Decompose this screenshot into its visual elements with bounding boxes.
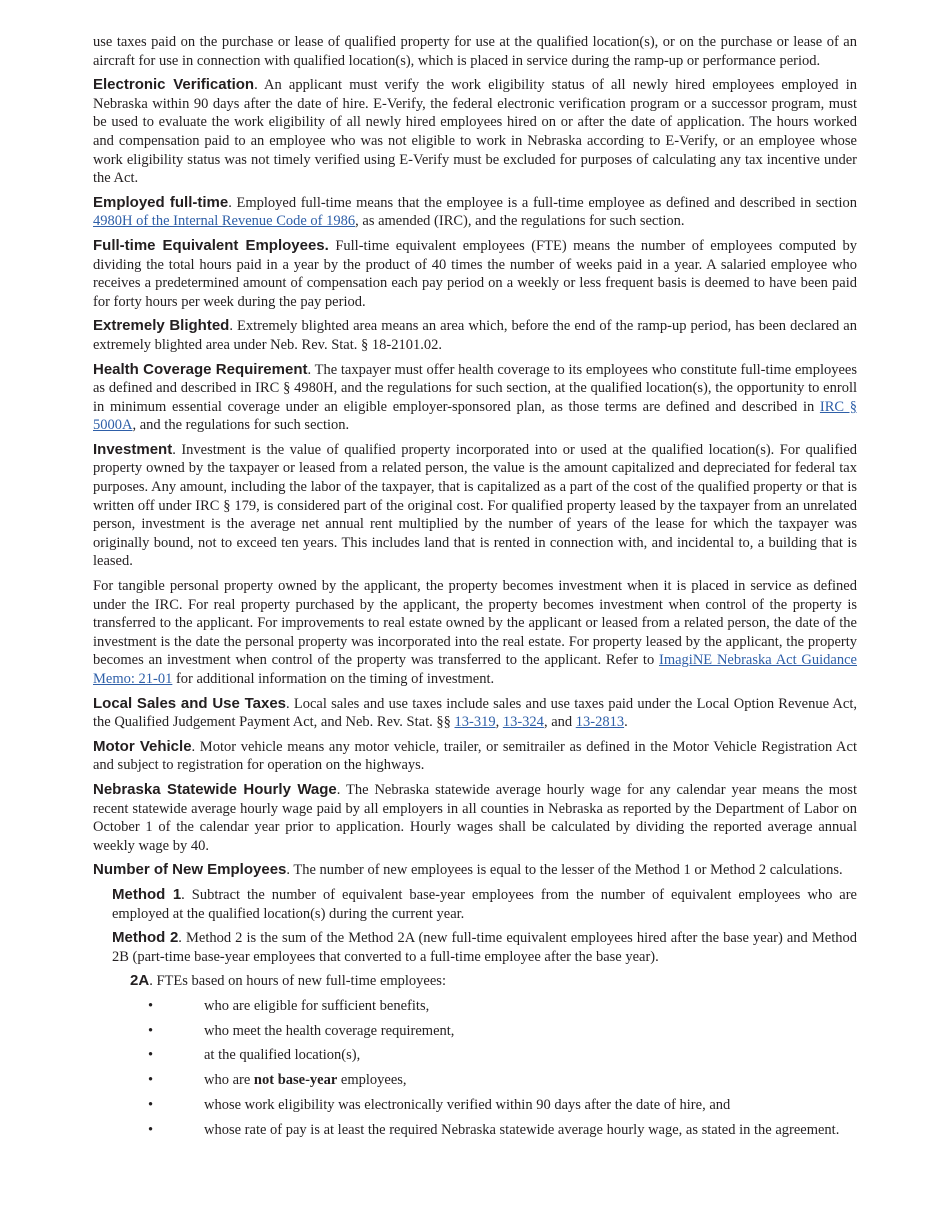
bullet-bold-text: not base-year bbox=[253, 1072, 338, 1089]
electronic-verification-term: Electronic Verification bbox=[93, 76, 255, 94]
list-item bbox=[93, 1096, 857, 1115]
motor-vehicle-term: Motor Vehicle bbox=[93, 737, 192, 755]
investment-text: . Investment is the value of qualified property incorporated into or used at the qualified location(s). For qualified property owned by the taxpayer or leased from a related person, the value is the amount capitalized and depreciated for federal tax purposes. Any amount, including the labor of the taxpayer, that is capitalized as a part of the cost of the qualified property or that is written off under IRC § 179, is considered part of the original cost. For qualified property leased by the taxpayer from an unrelated person, investment is the average net annual rent multiplied by the number of years of the lease for which the taxpayer was originally bound, not to exceed ten years. This includes land that is rented in connection with, and incidental to, a building that is leased. bbox=[93, 441, 857, 570]
employed-full-time-paragraph bbox=[93, 194, 857, 231]
motor-vehicle-paragraph bbox=[93, 738, 857, 775]
bullet-marker: • bbox=[148, 1022, 154, 1039]
bullet-marker: • bbox=[148, 997, 154, 1014]
health-coverage-term: Health Coverage Requirement bbox=[93, 360, 308, 378]
list-item bbox=[93, 1046, 857, 1065]
intro-text: use taxes paid on the purchase or lease of qualified property for use at the qualified location(s), or on the purchase or lease of an aircraft for use in connection with qualified location(s), which is placed in service during the ramp-up or performance period. bbox=[93, 34, 857, 69]
statute-13-319-link[interactable]: 13-319 bbox=[454, 714, 496, 731]
local-sales-text-before: . Local sales and use taxes include sales and use taxes paid under the Local Option Revenue Act, the Qualified Judgement Payment Act, and Neb. Rev. Stat. §§ bbox=[93, 695, 857, 731]
method1-paragraph bbox=[112, 886, 857, 923]
electronic-verification-text: . An applicant must verify the work eligibility status of all newly hired employees employed in Nebraska within 90 days after the date of hire. E-Verify, the federal electronic verification program or a successor program, must be used to evaluate the work eligibility of all newly hired employees hired on or after the date of application. The hours worked and compensation paid to an employee who was not eligible to work in Nebraska according to E-Verify, or an employee whose work eligibility status was not timely verified using E-Verify must be excluded for purposes of calculating any tax incentive under the Act. bbox=[93, 77, 857, 187]
list-item bbox=[93, 997, 857, 1016]
list-item bbox=[93, 1121, 857, 1140]
statute-13-2813-link[interactable]: 13-2813 bbox=[575, 714, 625, 731]
bullet-marker: • bbox=[148, 1121, 154, 1138]
fte-paragraph bbox=[93, 237, 857, 311]
new-employees-term: Number of New Employees bbox=[93, 861, 287, 879]
extremely-blighted-term: Extremely Blighted bbox=[93, 317, 230, 335]
bullet-text: whose work eligibility was electronically verified within 90 days after the date of hire, and bbox=[204, 1097, 731, 1114]
bullet-text: who meet the health coverage requirement, bbox=[204, 1022, 455, 1039]
investment-timing-text-after: for additional information on the timing of investment. bbox=[172, 671, 495, 687]
statewide-wage-text: . The Nebraska statewide average hourly wage for any calendar year means the most recent statewide average hourly wage paid by all employers in all counties in Nebraska as reported by the Department of Labor on October 1 of the calendar year prior to application. Hourly wages shall be calculated by dividing the reported average annual weekly wage by 40. bbox=[93, 781, 857, 854]
bullet-marker: • bbox=[148, 1047, 154, 1064]
fte-text: Full-time equivalent employees (FTE) means the number of employees computed by dividing the total hours paid in a year by the product of 40 times the number of weeks paid in a year. A salaried employee who receives a predetermined amount of compensation each pay period on a weekly or less frequent basis is deemed to have been paid for forty hours per week during the pay period. bbox=[93, 237, 858, 310]
bullet-text: who are eligible for sufficient benefits, bbox=[204, 997, 430, 1014]
local-sales-end: . bbox=[624, 714, 628, 731]
method2-paragraph bbox=[112, 929, 857, 966]
method2a-text: . FTEs based on hours of new full-time employees: bbox=[149, 973, 446, 990]
bullet-marker: • bbox=[148, 1072, 154, 1089]
statewide-wage-term: Nebraska Statewide Hourly Wage bbox=[93, 780, 337, 798]
fte-term: Full-time Equivalent Employees. bbox=[93, 236, 329, 254]
method2-text: . Method 2 is the sum of the Method 2A (new full-time equivalent employees hired after the base year) and Method 2B (part-time base-year employees that converted to a full-time employee after the base year). bbox=[112, 930, 857, 965]
bullet-text: whose rate of pay is at least the required Nebraska statewide average hourly wage, as stated in the agreement. bbox=[204, 1121, 840, 1138]
method2-term: Method 2 bbox=[112, 929, 179, 947]
statute-13-324-link[interactable]: 13-324 bbox=[502, 714, 544, 731]
health-coverage-paragraph bbox=[93, 361, 857, 435]
investment-term: Investment bbox=[93, 440, 173, 458]
new-employees-text: . The number of new employees is equal to the lesser of the Method 1 or Method 2 calculations. bbox=[286, 862, 843, 879]
new-employees-paragraph bbox=[93, 861, 857, 880]
investment-timing-paragraph bbox=[93, 577, 857, 689]
employed-full-time-text-before: . Employed full-time means that the employee is a full-time employee as defined and described in section bbox=[228, 194, 857, 211]
method2a-term: 2A bbox=[130, 972, 150, 990]
electronic-verification-paragraph bbox=[93, 76, 857, 188]
bullet-text-after: employees, bbox=[337, 1072, 407, 1089]
motor-vehicle-text: . Motor vehicle means any motor vehicle, trailer, or semitrailer as defined in the Motor Vehicle Registration Act and subject to registration for operation on the highways. bbox=[93, 738, 857, 774]
statewide-wage-paragraph bbox=[93, 781, 857, 855]
local-sales-term: Local Sales and Use Taxes bbox=[93, 694, 287, 712]
extremely-blighted-paragraph bbox=[93, 317, 857, 354]
list-item bbox=[93, 1022, 857, 1041]
intro-paragraph bbox=[93, 33, 857, 70]
health-coverage-text-after: , and the regulations for such section. bbox=[132, 417, 350, 434]
irc-4980h-link[interactable]: 4980H of the Internal Revenue Code of 1986 bbox=[93, 213, 356, 230]
local-sales-paragraph bbox=[93, 695, 857, 732]
investment-timing-text-before: For tangible personal property owned by the applicant, the property becomes investment when it is placed in service as defined under the IRC. For real property purchased by the applicant, the property becomes investment when control of the property is transferred to the applicant. For improvements to real estate owned by the applicant or leased from a related person, the date of the investment is the date the personal property was incorporated into the real estate. For property leased by the applicant, the property becomes an investment when control of the property was transferred to the applicant. Refer to bbox=[93, 578, 857, 669]
employed-full-time-text-after: , as amended (IRC), and the regulations for such section. bbox=[355, 213, 685, 230]
employed-full-time-term: Employed full-time bbox=[93, 193, 229, 211]
irc-5000a-link[interactable]: IRC § 5000A bbox=[93, 398, 857, 434]
method2a-paragraph bbox=[130, 972, 857, 991]
guidance-memo-link[interactable]: ImagiNE Nebraska Act Guidance Memo: 21-01 bbox=[93, 652, 857, 687]
investment-paragraph bbox=[93, 441, 857, 571]
local-sales-sep2: , and bbox=[543, 714, 576, 731]
method2a-criteria-list bbox=[93, 997, 857, 1140]
list-item bbox=[93, 1071, 857, 1090]
extremely-blighted-text: . Extremely blighted area means an area which, before the end of the ramp-up period, has been declared an extremely blighted area under Neb. Rev. Stat. § 18-2101.02. bbox=[93, 318, 857, 353]
method1-term: Method 1 bbox=[112, 885, 182, 903]
health-coverage-text-before: . The taxpayer must offer health coverage to its employees who constitute full-time employees as defined and described in IRC § 4980H, and the regulations for such section, at the qualified location(s), the opportunity to enroll in minimum essential coverage under an eligible employer-sponsored plan, as those terms are defined and described in bbox=[93, 361, 857, 415]
local-sales-sep1: , bbox=[495, 714, 503, 731]
bullet-text: at the qualified location(s), bbox=[204, 1047, 361, 1064]
bullet-text-before: who are bbox=[204, 1072, 254, 1089]
bullet-marker: • bbox=[148, 1097, 154, 1114]
method1-text: . Subtract the number of equivalent base-year employees from the number of equivalent employees who are employed at the qualified location(s) during the current year. bbox=[112, 886, 857, 922]
